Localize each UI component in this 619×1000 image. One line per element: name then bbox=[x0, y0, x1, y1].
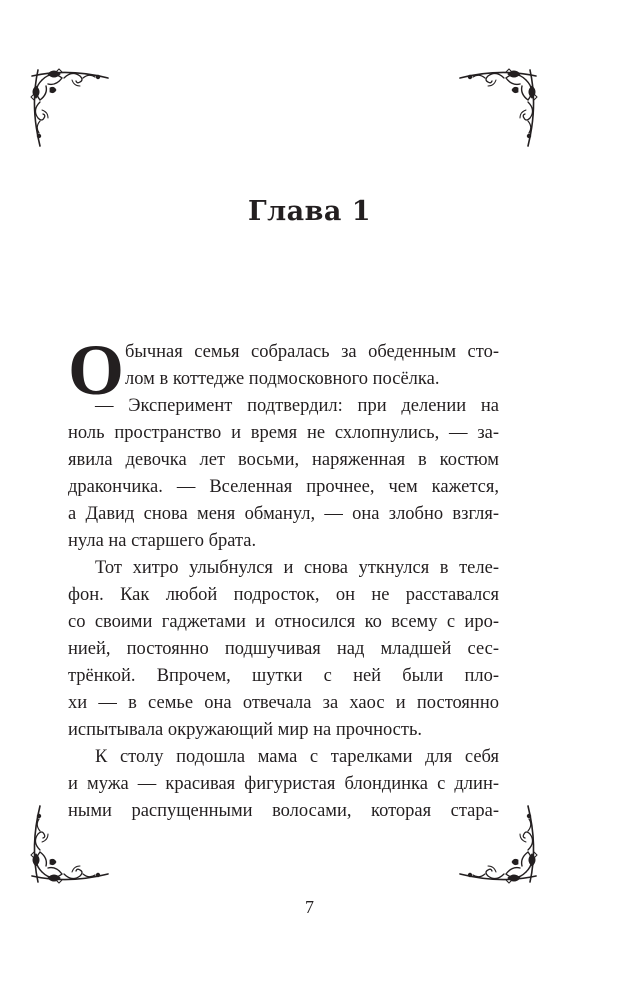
page-number: 7 bbox=[305, 897, 314, 917]
text-line: со своими гаджетами и относился ко всему с иро- bbox=[68, 612, 499, 632]
corner-ornament-top-left bbox=[28, 66, 112, 148]
text-line: и мужа — красивая фигуристая блондинка с длин- bbox=[68, 774, 499, 794]
text-line: бычная семья собралась за обеденным сто- bbox=[125, 342, 499, 362]
text-line: ными распущенными волосами, которая стара- bbox=[68, 801, 499, 821]
text-line: лом в коттедже подмосковного посёлка. bbox=[125, 369, 440, 389]
text-line: — Эксперимент подтвердил: при делении на bbox=[95, 396, 499, 416]
text-line: ноль пространство и время не схлопнулись, — за- bbox=[68, 423, 499, 443]
text-line: а Давид снова меня обманул, — она злобно взгля- bbox=[68, 504, 499, 524]
chapter-title: Глава 1 bbox=[247, 196, 372, 227]
chapter-text bbox=[68, 330, 499, 825]
text-line: испытывала окружающий мир на прочность. bbox=[68, 720, 423, 740]
text-line: нула на старшего брата. bbox=[68, 531, 257, 551]
text-line: фон. Как любой подросток, он не расставался bbox=[68, 585, 499, 605]
text-line: дракончика. — Вселенная прочнее, чем кажется, bbox=[68, 477, 499, 497]
text-line: явила девочка лет восьми, наряженная в костюм bbox=[68, 450, 499, 470]
drop-cap: О bbox=[68, 330, 125, 410]
text-line: хи — в семье она отвечала за хаос и постоянно bbox=[68, 693, 499, 713]
text-line: К столу подошла мама с тарелками для себя bbox=[95, 747, 499, 767]
text-line: трёнкой. Впрочем, шутки с ней были пло- bbox=[68, 666, 499, 686]
corner-ornament-top-right bbox=[456, 66, 540, 148]
text-line: нией, постоянно подшучивая над младшей сес- bbox=[68, 639, 499, 659]
text-line: Тот хитро улыбнулся и снова уткнулся в теле- bbox=[95, 558, 499, 578]
